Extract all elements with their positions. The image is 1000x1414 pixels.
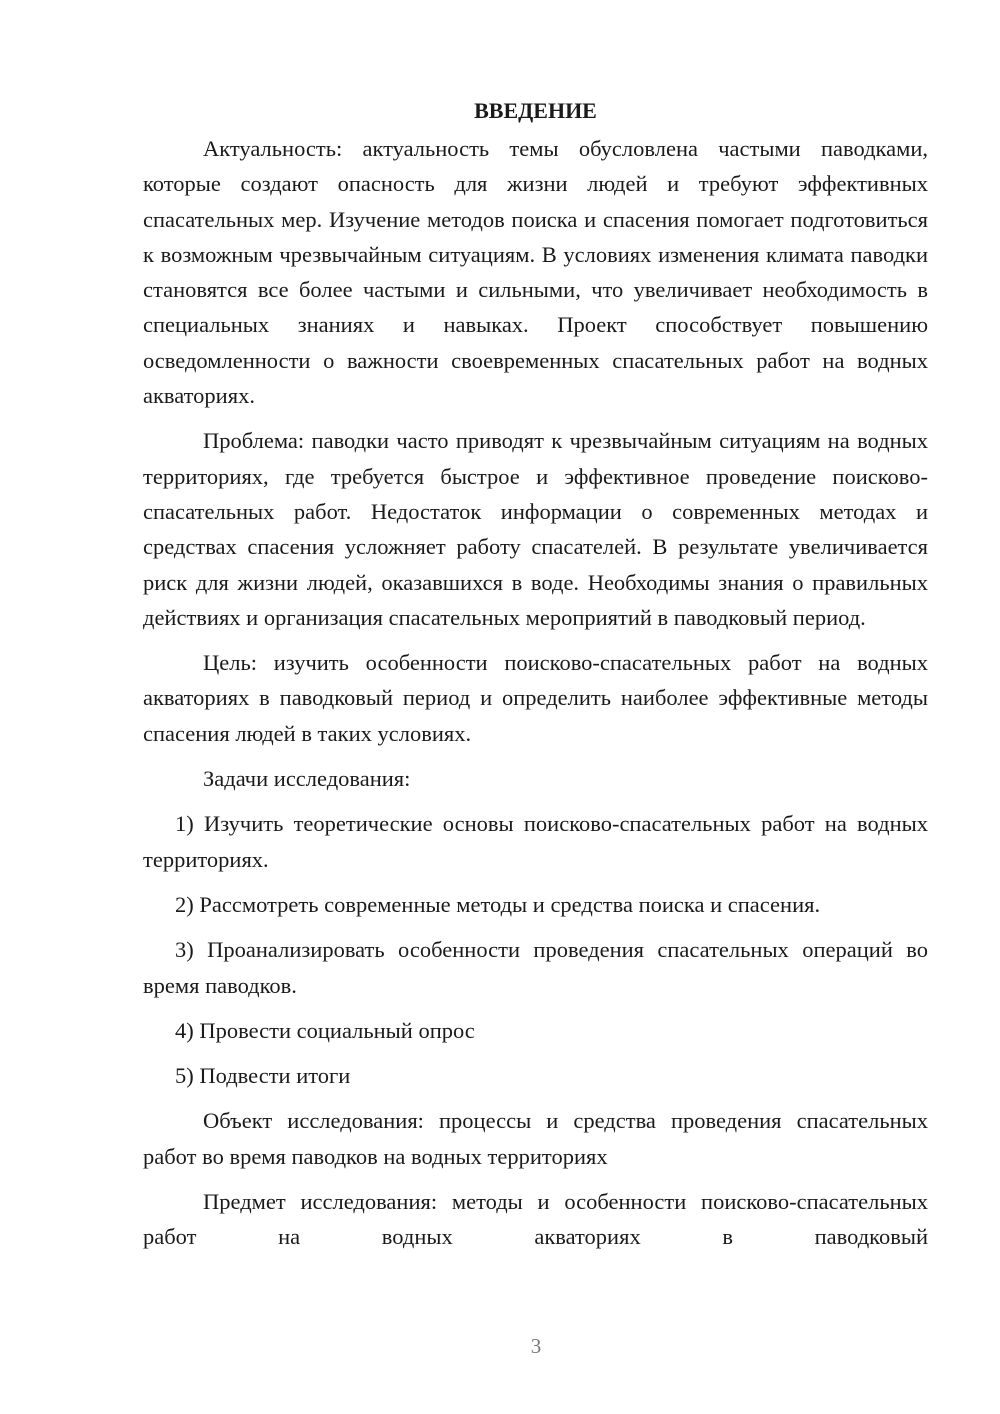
problem-paragraph: Проблема: паводки часто приводят к чрезвычайным ситуациям на водных территориях, где требуется быстрое и эффективное проведение поисково-спасательных работ. Недостаток информации о современных методах и средствах спасения усложняет работу спасателей. В результате увеличивается риск для жизни людей, оказавшихся в воде. Необходимы знания о правильных действиях и организация спасательных мероприятий в паводковый период. [143,428,928,630]
subject-paragraph: Предмет исследования: методы и особенности поисково-спасательных работ на водных акваториях в паводковый [143,1189,928,1250]
relevance-paragraph: Актуальность: актуальность темы обусловлена частыми паводками, которые создают опасность для жизни людей и требуют эффективных спасательных мер. Изучение методов поиска и спасения помогает подготовиться к возможным чрезвычайным ситуациям. В условиях изменения климата паводки становятся все более частыми и сильными, что увеличивает необходимость в специальных знаниях и навыках. Проект способствует повышению осведомленности о важности своевременных спасательных работ на водных акваториях. [143,136,928,409]
goal-paragraph: Цель: изучить особенности поисково-спасательных работ на водных акваториях в паводковый период и определить наиболее эффективные методы спасения людей в таких условиях. [143,650,928,746]
page-number: 3 [530,1334,542,1358]
page-title: ВВЕДЕНИЕ [474,98,597,123]
task-item-4: 4) Провести социальный опрос [175,1017,475,1043]
page-content [143,96,928,1255]
object-paragraph: Объект исследования: процессы и средства проведения спасательных работ во время паводков на водных территориях [143,1108,928,1169]
task-item-5: 5) Подвести итоги [175,1063,351,1089]
tasks-heading: Задачи исследования: [203,766,411,792]
task-item-3: 3) Проанализировать особенности проведения спасательных операций во время паводков. [143,937,928,998]
task-item-1: 1) Изучить теоретические основы поисково-спасательных работ на водных территориях. [143,811,928,872]
task-item-2: 2) Рассмотреть современные методы и средства поиска и спасения. [175,891,821,917]
